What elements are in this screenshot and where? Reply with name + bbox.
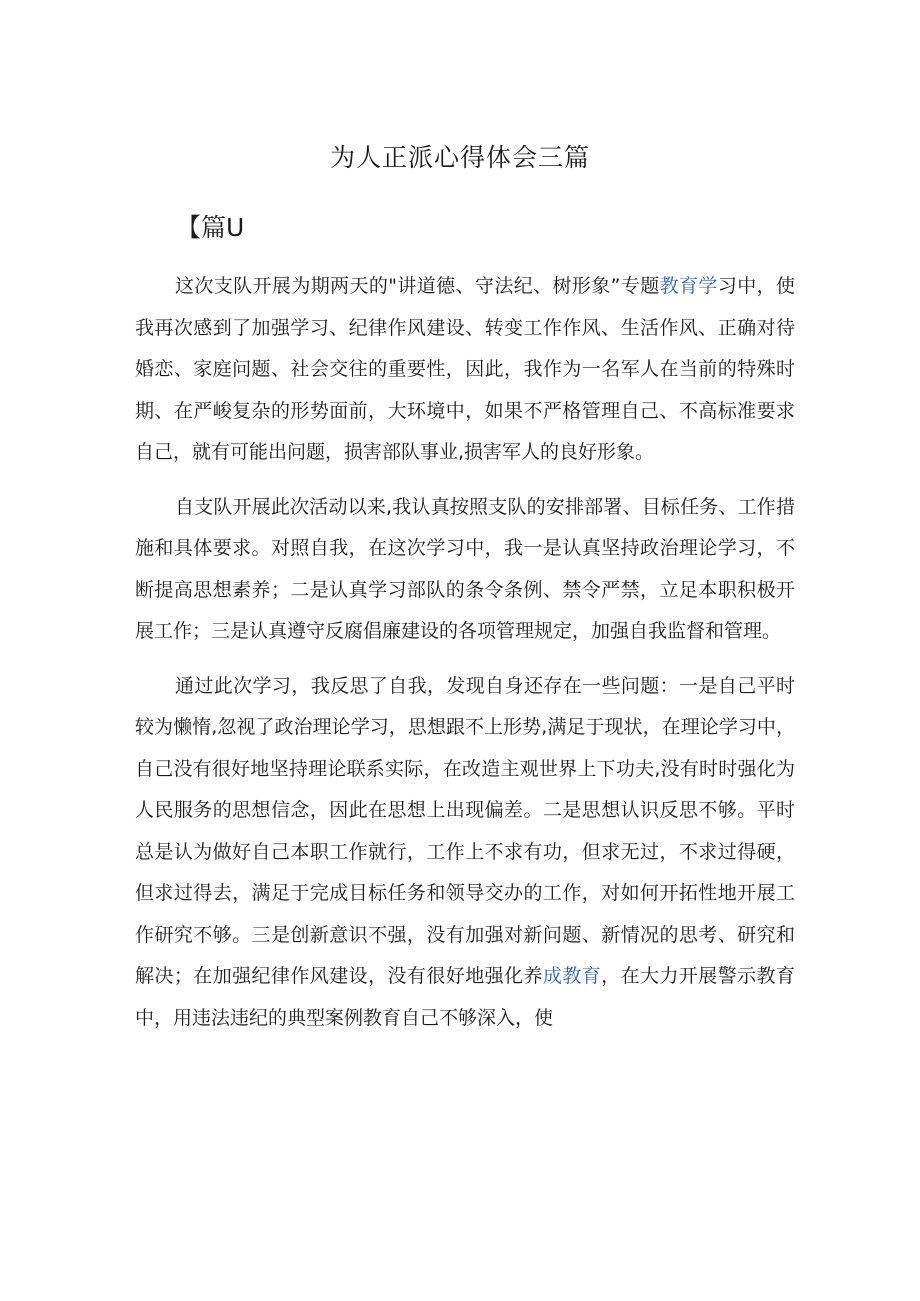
paragraph-3-link[interactable]: 成教育	[542, 965, 602, 987]
paragraph-3-text-after: ，在大力开展警示教育中，用违法违纪的典型案例教育自己不够深入，使	[135, 965, 795, 1029]
paragraph-2	[135, 487, 795, 653]
paragraph-2-text: 自支队开展此次活动以来,我认真按照支队的安排部署、目标任务、工作措施和具体要求。对照自我，在这次学习中，我一是认真坚持政治理论学习，不断提高思想素养；二是认真学习部队的条令条例、禁令严禁，立足本职积极开展工作；三是认真遵守反腐倡廉建设的各项管理规定，加强自我监督和管理。	[135, 495, 795, 642]
paragraph-3	[135, 666, 795, 1040]
document-body	[135, 266, 795, 1052]
paragraph-1-text-before: 这次支队开展为期两天的"讲道德、守法纪、树形象”专题	[175, 275, 660, 297]
paragraph-1-link[interactable]: 教育学	[659, 275, 718, 297]
paragraph-1	[135, 266, 795, 474]
document-title: 为人正派心得体会三篇	[329, 143, 590, 172]
paragraph-1-text-after: 习中，使我再次感到了加强学习、纪律作风建设、转变工作作风、生活作风、正确对待婚恋、家庭问题、社会交往的重要性，因此，我作为一名军人在当前的特殊时期、在严峻复杂的形势面前，大环境中，如果不严格管理自己、不高标准要求自己，就有可能出问题，损害部队事业,损害军人的良好形象。	[135, 275, 795, 463]
paragraph-3-text-before: 通过此次学习，我反思了自我，发现自身还存在一些问题：一是自己平时较为懒惰,忽视了政治理论学习，思想跟不上形势,满足于现状，在理论学习中，自己没有很好地坚持理论联系实际，在改造主观世界上下功夫,没有时时强化为人民服务的思想信念，因此在思想上出现偏差。二是思想认识反思不够。平时总是认为做好自己本职工作就行，工作上不求有功，但求无过，不求过得硬，但求过得去，满足于完成目标任务和领导交办的工作，对如何开拓性地开展工作研究不够。三是创新意识不强，没有加强对新问题、新情况的思考、研究和解决；在加强纪律作风建设，没有很好地强化养	[135, 674, 795, 987]
section-heading: 【篇U	[176, 213, 245, 242]
